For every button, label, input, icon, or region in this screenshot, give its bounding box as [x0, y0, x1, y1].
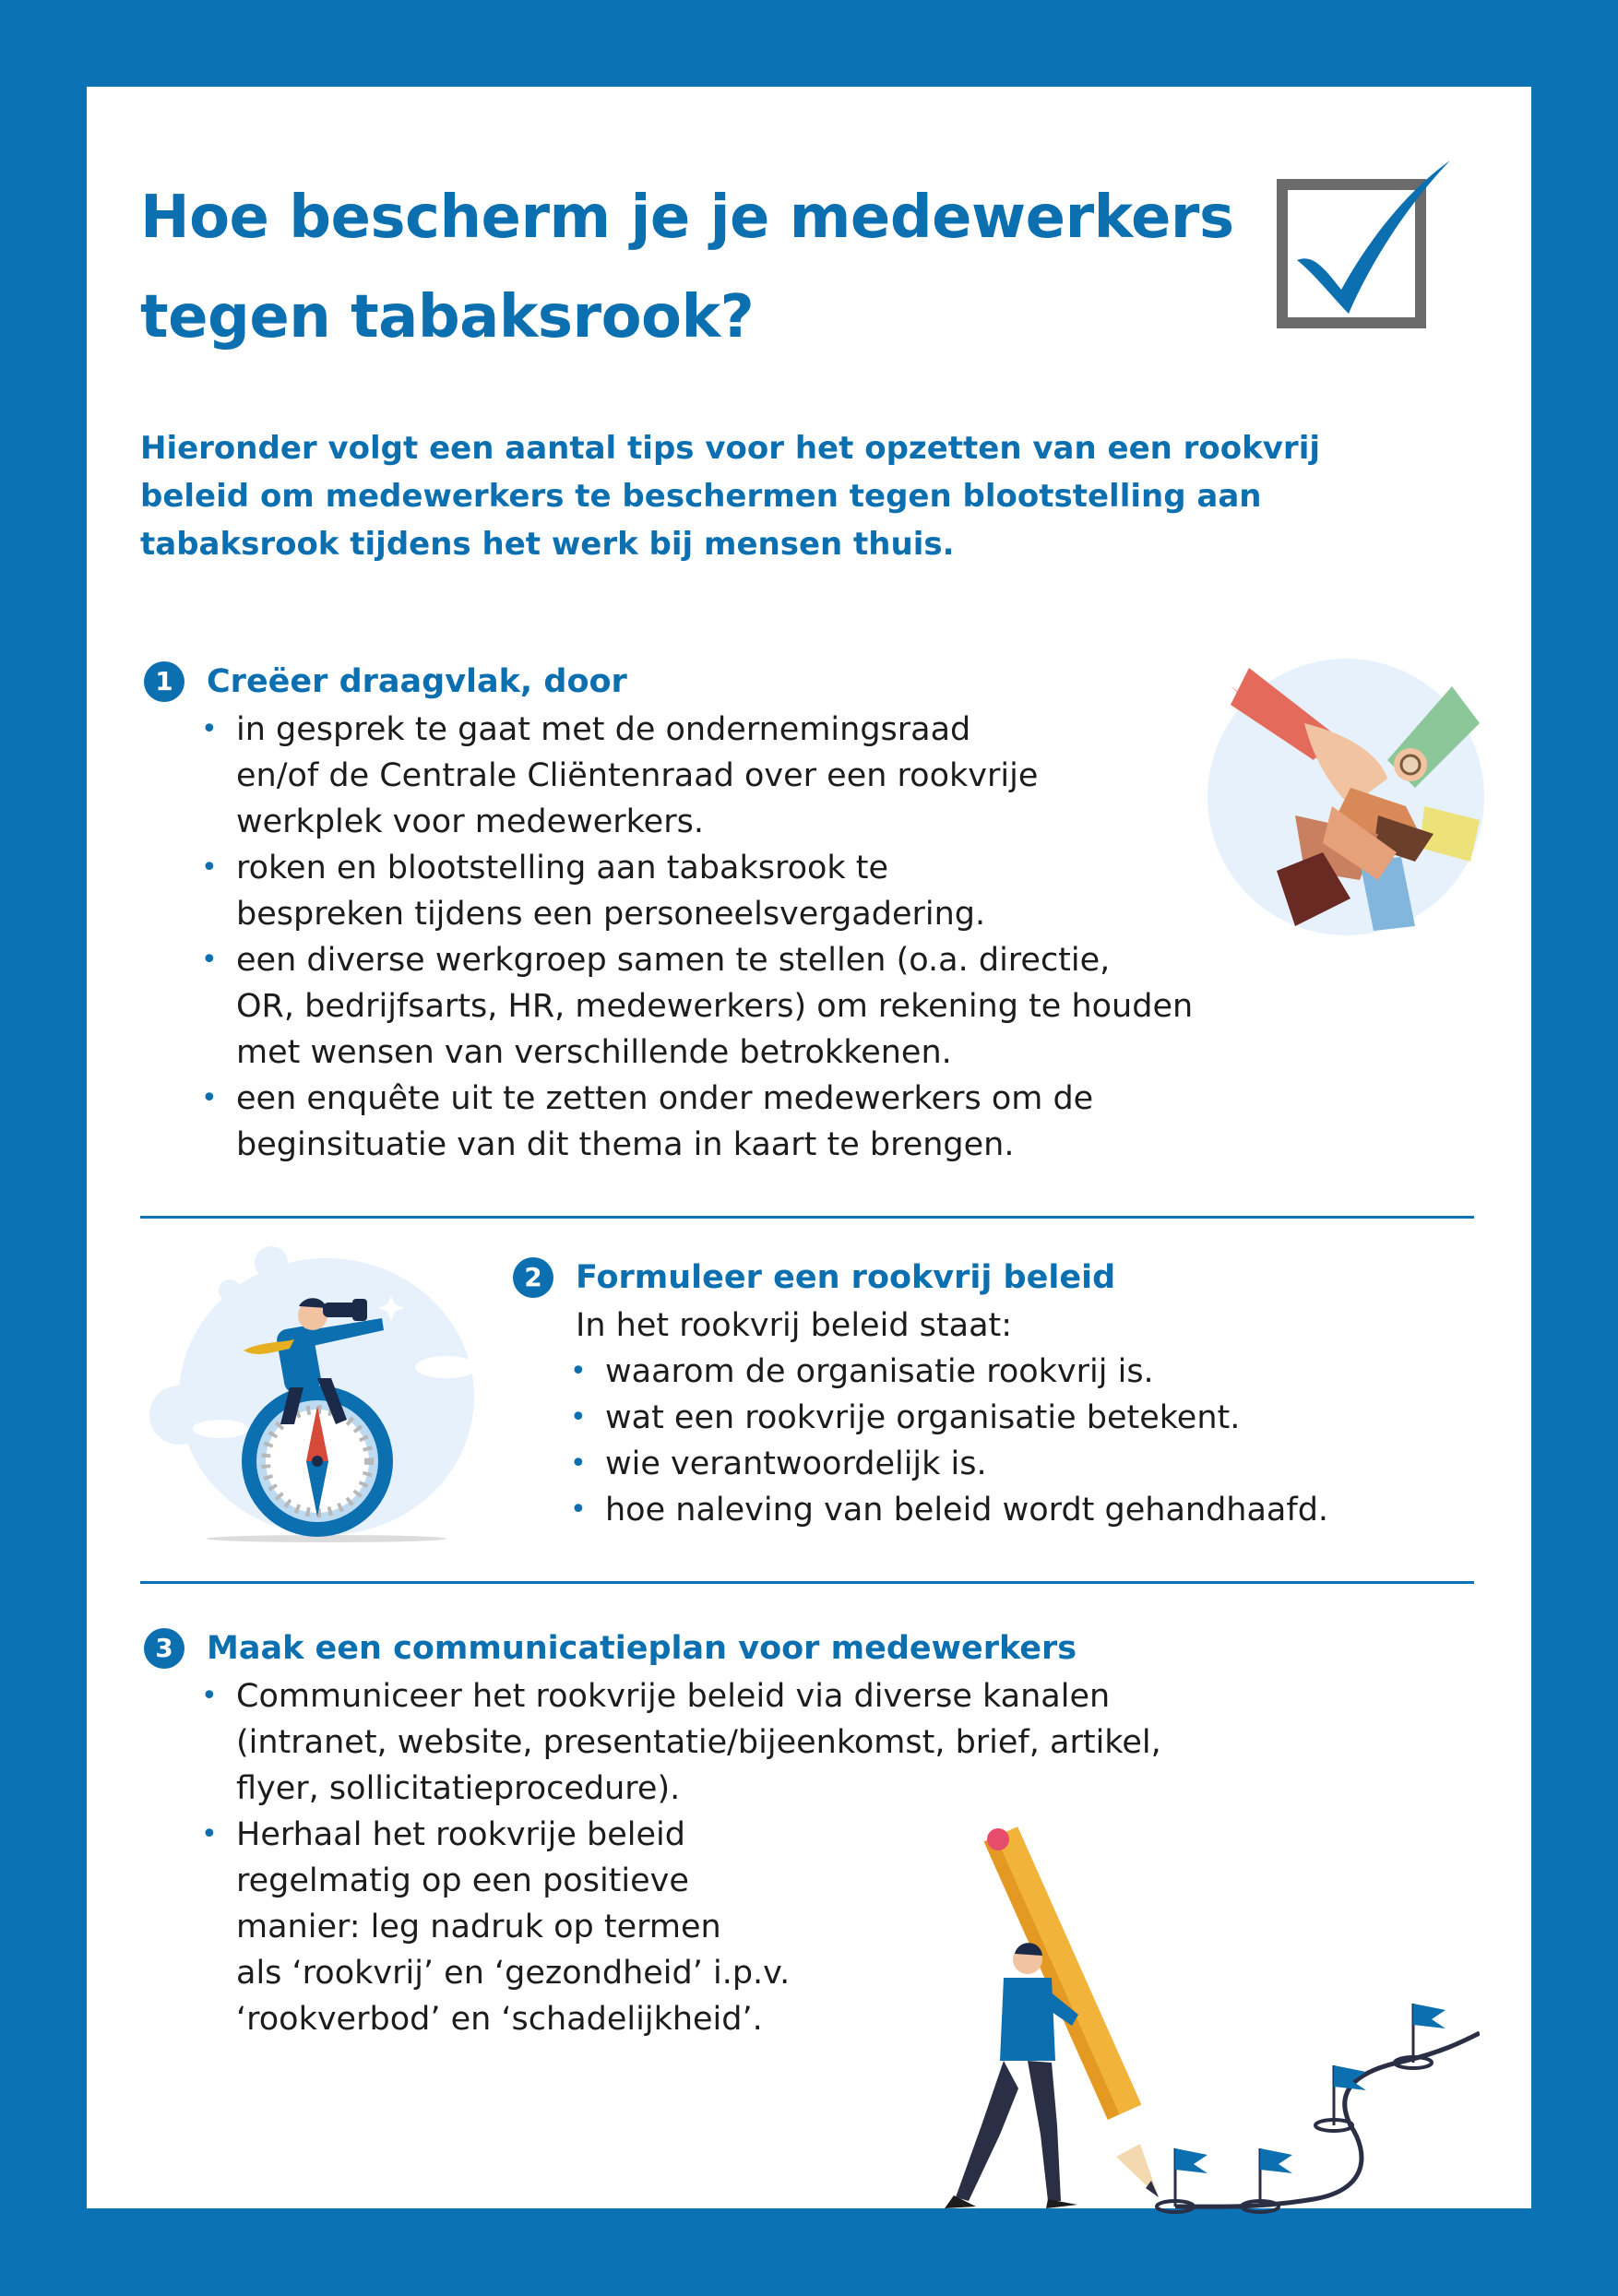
section-divider: [140, 1581, 1474, 1584]
list-item: • roken en blootstelling aan tabaksrook te bespreken tijdens een personeelsvergadering.: [201, 845, 1308, 937]
section-3-number: 3: [144, 1628, 184, 1669]
pencil-path-flags-illustration: [889, 1821, 1480, 2227]
list-item: • wat een rookvrije organisatie betekent.: [570, 1395, 1493, 1441]
page-title: [140, 168, 1247, 367]
section-2-lead: In het rookvrij beleid staat:: [576, 1307, 1013, 1344]
section-1-number: 1: [144, 661, 184, 702]
section-2-list: [570, 1349, 1493, 1533]
list-item: • Communiceer het rookvrije beleid via diverse kanalen (intranet, website, presentatie/bijeenkomst, brief, artikel, flyer, sollicitatieprocedure).: [201, 1673, 1308, 1812]
compass-binoculars-illustration: [142, 1240, 566, 1627]
list-item: • hoe naleving van beleid wordt gehandhaafd.: [570, 1487, 1493, 1533]
section-2-title: Formuleer een rookvrij beleid: [576, 1259, 1116, 1296]
section-1-title: Creëer draagvlak, door: [207, 663, 627, 700]
page-title-line-2: tegen tabaksrook?: [140, 283, 755, 351]
list-item: • wie verantwoordelijk is.: [570, 1441, 1493, 1487]
list-item: • een enquête uit te zetten onder medewerkers om de beginsituatie van dit thema in kaart te brengen.: [201, 1076, 1308, 1168]
section-3-title: Maak een communicatieplan voor medewerkers: [207, 1630, 1077, 1667]
intro-line-1: Hieronder volgt een aantal tips voor het opzetten van een rookvrij: [140, 430, 1321, 467]
intro-line-2: beleid om medewerkers te beschermen tegen blootstelling aan: [140, 478, 1262, 515]
section-1-list: [201, 707, 1308, 1168]
team-hands-illustration: [1194, 649, 1498, 954]
list-item: • Herhaal het rookvrije beleid regelmatig op een positieve manier: leg nadruk op termen als ‘rookvrij’ en ‘gezondheid’ i.p.v. ‘rookverbod’ en ‘schadelijkheid’.: [201, 1812, 1308, 2042]
section-1-heading: [144, 659, 627, 705]
section-2-number: 2: [513, 1257, 553, 1298]
section-2-heading: [513, 1255, 1115, 1301]
list-item: • waarom de organisatie rookvrij is.: [570, 1349, 1493, 1395]
checkbox-checked-icon: [1269, 151, 1463, 336]
list-item: • een diverse werkgroep samen te stellen (o.a. directie, OR, bedrijfsarts, HR, medewerkers) om rekening te houden met wensen van verschillende betrokkenen.: [201, 937, 1308, 1076]
intro-line-3: tabaksrook tijdens het werk bij mensen thuis.: [140, 526, 955, 563]
page-title-line-1: Hoe bescherm je je medewerkers: [140, 184, 1234, 252]
document-page: [87, 87, 1531, 2208]
list-item: • in gesprek te gaat met de ondernemingsraad en/of de Centrale Cliëntenraad over een rookvrije werkplek voor medewerkers.: [201, 707, 1308, 845]
section-3-heading: [144, 1625, 1077, 1671]
section-divider: [140, 1216, 1474, 1219]
intro-paragraph: [140, 424, 1432, 568]
